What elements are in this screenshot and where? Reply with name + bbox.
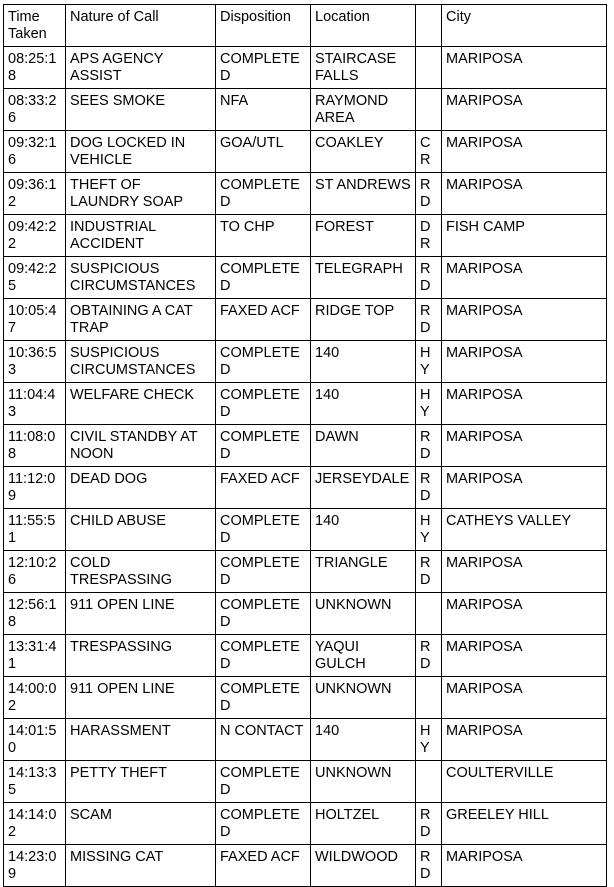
location-cell: UNKNOWN [311,761,416,803]
street-type-cell: RD [416,467,442,509]
city-cell: MARIPOSA [442,131,607,173]
nature-of-call-cell: CHILD ABUSE [66,509,216,551]
city-cell: MARIPOSA [442,341,607,383]
disposition-cell: COMPLETED [216,635,311,677]
time-taken-cell: 14:23:09 [4,845,66,887]
table-row [4,341,607,383]
disposition-cell: COMPLETED [216,803,311,845]
time-taken-cell: 14:14:02 [4,803,66,845]
city-cell: MARIPOSA [442,467,607,509]
nature-of-call-cell: THEFT OF LAUNDRY SOAP [66,173,216,215]
disposition-cell: N CONTACT [216,719,311,761]
nature-of-call-cell: DOG LOCKED IN VEHICLE [66,131,216,173]
nature-of-call-cell: APS AGENCY ASSIST [66,47,216,89]
location-cell: 140 [311,341,416,383]
disposition-cell: FAXED ACF [216,845,311,887]
location-cell: 140 [311,509,416,551]
street-type-cell [416,89,442,131]
time-taken-cell: 14:13:35 [4,761,66,803]
street-type-cell: DR [416,215,442,257]
street-type-cell [416,593,442,635]
header-street-type [416,5,442,47]
city-cell: GREELEY HILL [442,803,607,845]
disposition-cell: COMPLETED [216,509,311,551]
time-taken-cell: 10:36:53 [4,341,66,383]
city-cell: MARIPOSA [442,89,607,131]
time-taken-cell: 14:00:02 [4,677,66,719]
disposition-cell: COMPLETED [216,677,311,719]
table-row [4,173,607,215]
location-cell: RAYMOND AREA [311,89,416,131]
nature-of-call-cell: COLD TRESPASSING [66,551,216,593]
street-type-cell: RD [416,257,442,299]
time-taken-cell: 12:56:18 [4,593,66,635]
time-taken-cell: 09:42:25 [4,257,66,299]
street-type-cell: RD [416,635,442,677]
city-cell: MARIPOSA [442,257,607,299]
nature-of-call-cell: PETTY THEFT [66,761,216,803]
time-taken-cell: 08:25:18 [4,47,66,89]
disposition-cell: COMPLETED [216,593,311,635]
location-cell: WILDWOOD [311,845,416,887]
nature-of-call-cell: INDUSTRIAL ACCIDENT [66,215,216,257]
nature-of-call-cell: 911 OPEN LINE [66,677,216,719]
nature-of-call-cell: 911 OPEN LINE [66,593,216,635]
table-row [4,257,607,299]
street-type-cell: HY [416,341,442,383]
time-taken-cell: 11:04:43 [4,383,66,425]
location-cell: 140 [311,383,416,425]
city-cell: MARIPOSA [442,383,607,425]
time-taken-cell: 09:32:16 [4,131,66,173]
table-row [4,215,607,257]
disposition-cell: COMPLETED [216,383,311,425]
location-cell: YAQUI GULCH [311,635,416,677]
call-log-table [3,4,607,887]
street-type-cell: CR [416,131,442,173]
location-cell: DAWN [311,425,416,467]
street-type-cell: HY [416,719,442,761]
table-row [4,47,607,89]
location-cell: HOLTZEL [311,803,416,845]
header-location: Location [311,5,416,47]
location-cell: TRIANGLE [311,551,416,593]
city-cell: MARIPOSA [442,551,607,593]
disposition-cell: COMPLETED [216,425,311,467]
table-row [4,425,607,467]
city-cell: MARIPOSA [442,719,607,761]
street-type-cell: HY [416,509,442,551]
location-cell: UNKNOWN [311,593,416,635]
nature-of-call-cell: SUSPICIOUS CIRCUMSTANCES [66,257,216,299]
city-cell: MARIPOSA [442,299,607,341]
nature-of-call-cell: MISSING CAT [66,845,216,887]
disposition-cell: COMPLETED [216,341,311,383]
table-row [4,803,607,845]
disposition-cell: GOA/UTL [216,131,311,173]
table-row [4,593,607,635]
disposition-cell: COMPLETED [216,761,311,803]
nature-of-call-cell: SEES SMOKE [66,89,216,131]
location-cell: FOREST [311,215,416,257]
city-cell: MARIPOSA [442,593,607,635]
table-row [4,551,607,593]
table-row [4,845,607,887]
time-taken-cell: 11:12:09 [4,467,66,509]
street-type-cell: RD [416,425,442,467]
street-type-cell: RD [416,845,442,887]
street-type-cell [416,677,442,719]
disposition-cell: COMPLETED [216,47,311,89]
table-row [4,509,607,551]
table-row [4,761,607,803]
city-cell: MARIPOSA [442,677,607,719]
table-row [4,383,607,425]
nature-of-call-cell: CIVIL STANDBY AT NOON [66,425,216,467]
time-taken-cell: 08:33:26 [4,89,66,131]
table-row [4,467,607,509]
disposition-cell: COMPLETED [216,551,311,593]
nature-of-call-cell: HARASSMENT [66,719,216,761]
location-cell: RIDGE TOP [311,299,416,341]
location-cell: UNKNOWN [311,677,416,719]
header-disposition: Disposition [216,5,311,47]
disposition-cell: FAXED ACF [216,299,311,341]
time-taken-cell: 09:42:22 [4,215,66,257]
disposition-cell: COMPLETED [216,257,311,299]
location-cell: ST ANDREWS [311,173,416,215]
table-row [4,89,607,131]
city-cell: FISH CAMP [442,215,607,257]
location-cell: STAIRCASE FALLS [311,47,416,89]
time-taken-cell: 11:08:08 [4,425,66,467]
location-cell: 140 [311,719,416,761]
nature-of-call-cell: WELFARE CHECK [66,383,216,425]
header-time-taken: Time Taken [4,5,66,47]
street-type-cell: RD [416,299,442,341]
header-nature-of-call: Nature of Call [66,5,216,47]
disposition-cell: TO CHP [216,215,311,257]
street-type-cell: HY [416,383,442,425]
nature-of-call-cell: TRESPASSING [66,635,216,677]
table-row [4,131,607,173]
time-taken-cell: 14:01:50 [4,719,66,761]
time-taken-cell: 13:31:41 [4,635,66,677]
location-cell: COAKLEY [311,131,416,173]
table-row [4,299,607,341]
street-type-cell [416,761,442,803]
nature-of-call-cell: SCAM [66,803,216,845]
street-type-cell [416,47,442,89]
time-taken-cell: 09:36:12 [4,173,66,215]
table-row [4,677,607,719]
location-cell: JERSEYDALE [311,467,416,509]
table-row [4,635,607,677]
city-cell: CATHEYS VALLEY [442,509,607,551]
header-city: City [442,5,607,47]
header-row [4,5,607,47]
nature-of-call-cell: SUSPICIOUS CIRCUMSTANCES [66,341,216,383]
disposition-cell: FAXED ACF [216,467,311,509]
city-cell: MARIPOSA [442,173,607,215]
street-type-cell: RD [416,173,442,215]
location-cell: TELEGRAPH [311,257,416,299]
call-rows [4,47,607,887]
city-cell: MARIPOSA [442,47,607,89]
city-cell: MARIPOSA [442,845,607,887]
nature-of-call-cell: DEAD DOG [66,467,216,509]
city-cell: COULTERVILLE [442,761,607,803]
street-type-cell: RD [416,803,442,845]
time-taken-cell: 12:10:26 [4,551,66,593]
time-taken-cell: 11:55:51 [4,509,66,551]
table-row [4,719,607,761]
city-cell: MARIPOSA [442,425,607,467]
street-type-cell: RD [416,551,442,593]
time-taken-cell: 10:05:47 [4,299,66,341]
disposition-cell: NFA [216,89,311,131]
nature-of-call-cell: OBTAINING A CAT TRAP [66,299,216,341]
disposition-cell: COMPLETED [216,173,311,215]
city-cell: MARIPOSA [442,635,607,677]
